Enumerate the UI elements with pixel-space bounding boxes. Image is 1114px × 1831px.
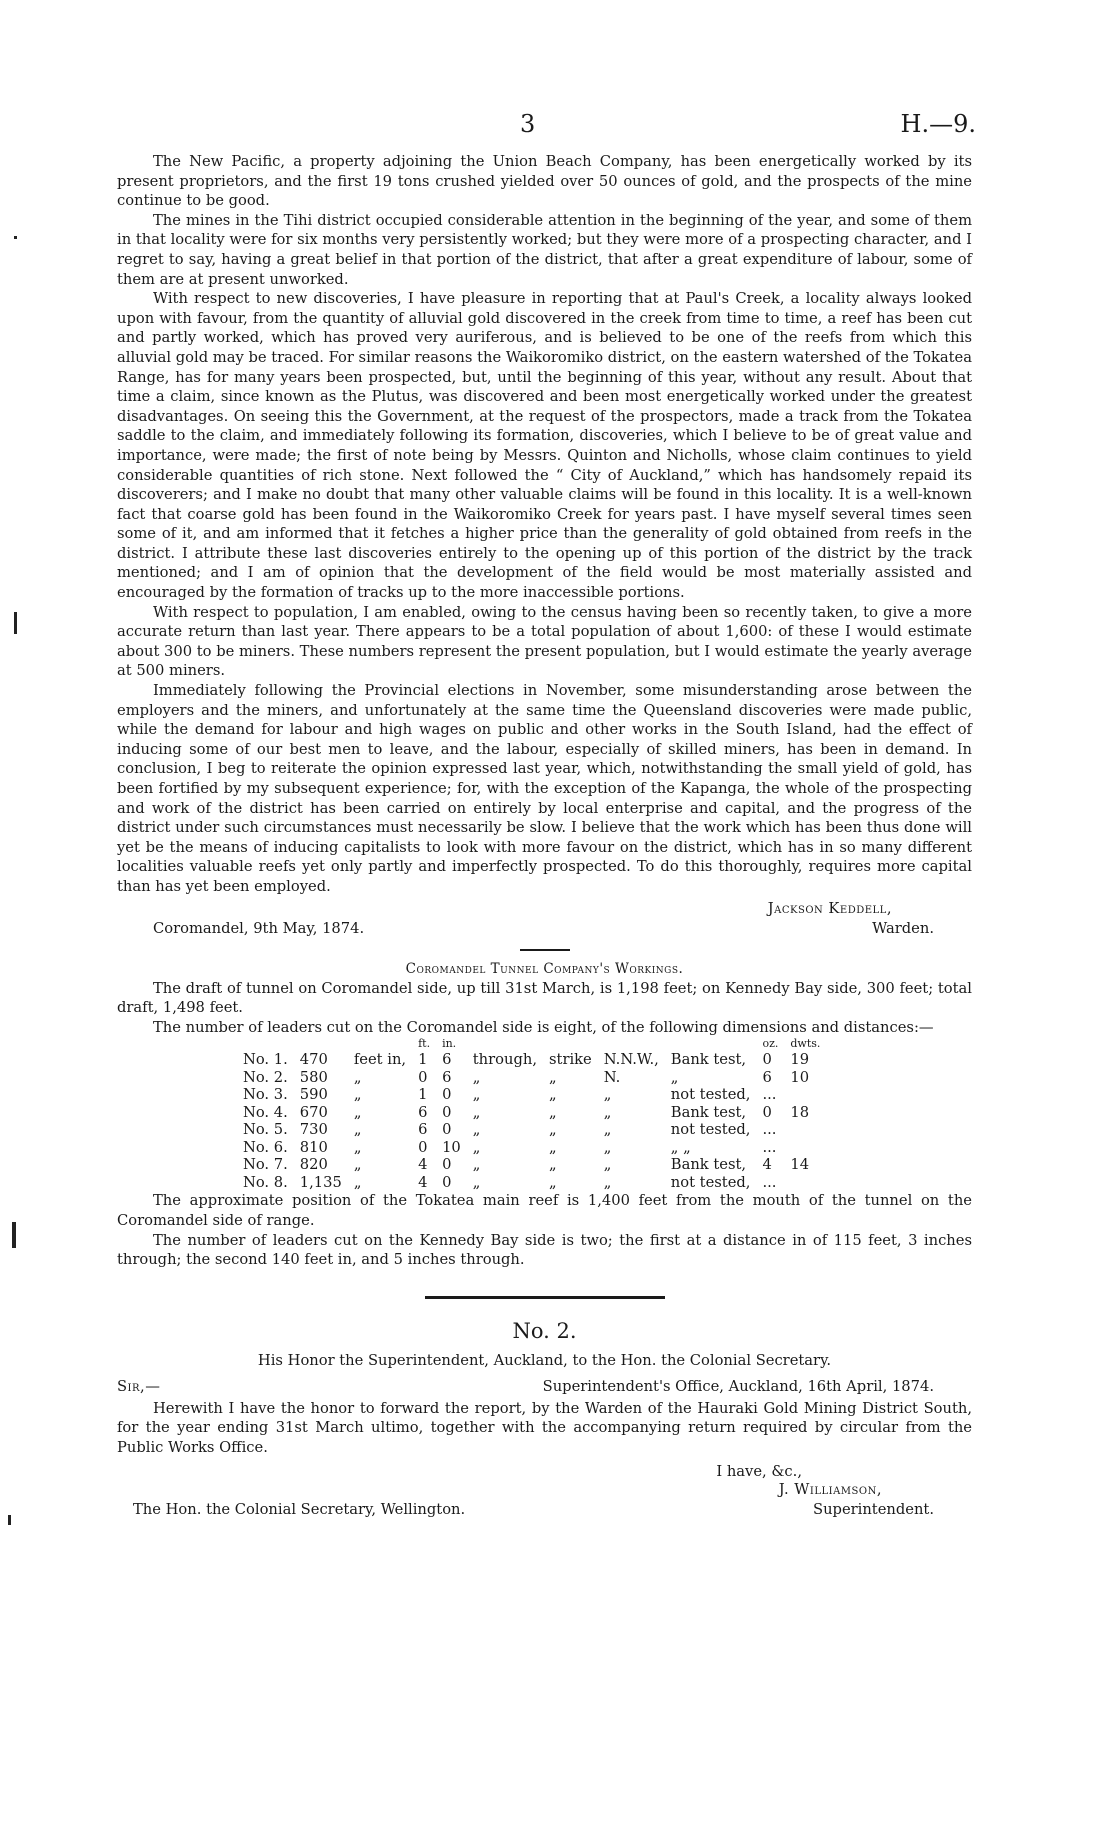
cell-unit: feet in, — [353, 1051, 407, 1069]
cell-dwts — [784, 1174, 826, 1192]
cell-no: No. 2. — [243, 1068, 288, 1086]
table-row — [237, 1174, 826, 1192]
cell-dist: 580 — [299, 1068, 328, 1086]
table-row — [237, 1086, 826, 1104]
cell-no: No. 8. — [243, 1173, 288, 1191]
report-paragraph: With respect to population, I am enabled, owing to the census having been so recently taken, to give a more accurate return than last year. There appears to be a total population of about 1,600: of these I would estimate about 300 to be miners. These numbers represent the present population, but I would estimate the yearly average at 500 miners. — [117, 603, 972, 680]
cell-dist: 470 — [299, 1051, 328, 1069]
cell-test: Bank test, — [670, 1103, 747, 1121]
cell-no: No. 4. — [243, 1103, 288, 1121]
cell-ft: 0 — [418, 1068, 428, 1086]
signer-title: Warden. — [872, 919, 934, 937]
cell-dir: „ — [603, 1138, 612, 1156]
cell-dwts — [784, 1139, 826, 1157]
cell-in: 6 — [442, 1068, 452, 1086]
cell-test: Bank test, — [670, 1156, 747, 1174]
cell-in: 0 — [442, 1121, 452, 1139]
cell-test: not tested, — [670, 1121, 751, 1139]
cell-no: No. 1. — [243, 1051, 288, 1069]
cell-unit: „ — [353, 1156, 362, 1174]
report-paragraph: With respect to new discoveries, I have pleasure in reporting that at Paul's Creek, a locality always looked upon with favour, from the quantity of alluvial gold discovered in the creek from time to time, a reef has been cut and partly worked, which has proved very auriferous, and is believed to be one of the reefs from which this alluvial gold may be traced. For similar reasons the Waikoromiko district, on the eastern watershed of the Tokatea Range, has for many years been prospected, but, until the beginning of this year, without any result. About that time a claim, since known as the Plutus, was discovered and been most energetically worked under the greatest disadvantages. On seeing this the Government, at the request of the prospectors, made a track from the Tokatea saddle to the claim, and immediately following its formation, discoveries, which I believe to be of great value and importance, were made; the first of note being by Messrs. Quinton and Nicholls, whose claim continues to yield considerable quantities of rich stone. Next followed the “ City of Auckland,” which has handsomely repaid its discoverers; and I make no doubt that many other valuable claims will be found in this locality. It is a well-known fact that coarse gold has been found in the Waikoromiko Creek for years past. I have myself several times seen some of it, and am informed that it fetches a higher price than the generality of gold obtained from reefs in the district. I attribute these last discoveries entirely to the opening up of this portion of the district by the track mentioned; and I am of opinion that the development of the field would be most materially assisted and encouraged by the formation of tracks up to the more inaccessible portions. — [117, 290, 972, 602]
cell-oz: ... — [762, 1086, 777, 1104]
letter-salutation: Sir,— — [117, 1377, 161, 1395]
cell-through: „ — [472, 1173, 481, 1191]
cell-strike: „ — [549, 1156, 557, 1174]
cell-strike: „ — [549, 1121, 557, 1139]
cell-no: No. 3. — [243, 1086, 288, 1104]
cell-in: 0 — [442, 1156, 452, 1174]
cell-strike: „ — [549, 1138, 557, 1156]
page-number: 3 — [520, 110, 536, 138]
letter-body: Herewith I have the honor to forward the report, by the Warden of the Hauraki Gold Mining District South, for the year ending 31st March ultimo, together with the accompanying return required by circular from the Public Works Office. — [117, 1399, 972, 1456]
cell-dir: N.N.W., — [603, 1051, 659, 1069]
cell-test: not tested, — [670, 1086, 751, 1104]
cell-strike: „ — [549, 1068, 557, 1086]
col-head-oz: oz. — [762, 1037, 779, 1051]
table-row — [237, 1121, 826, 1139]
tunnel-leaders-intro: The number of leaders cut on the Coromandel side is eight, of the following dimensions and distances:— — [153, 1018, 934, 1036]
cell-oz: 0 — [762, 1051, 772, 1069]
table-row — [237, 1156, 826, 1174]
letter-number: No. 2. — [512, 1318, 577, 1343]
table-row — [237, 1051, 826, 1069]
cell-through: „ — [472, 1103, 481, 1121]
cell-unit: „ — [353, 1068, 362, 1086]
cell-strike: „ — [549, 1173, 557, 1191]
table-header-row — [237, 1037, 826, 1051]
cell-dwts: 19 — [790, 1051, 810, 1069]
tunnel-kennedy-bay: The number of leaders cut on the Kennedy Bay side is two; the first at a distance in of 115 feet, 3 inches through; the second 140 feet in, and 5 inches through. — [117, 1231, 972, 1269]
cell-dwts: 18 — [790, 1103, 810, 1121]
page-header — [0, 110, 1114, 140]
margin-mark — [14, 236, 17, 239]
cell-in: 10 — [442, 1138, 461, 1156]
place-date: Coromandel, 9th May, 1874. — [153, 919, 365, 937]
table-row — [237, 1069, 826, 1087]
cell-dwts — [784, 1121, 826, 1139]
cell-no: No. 6. — [243, 1138, 288, 1156]
cell-dwts — [784, 1086, 826, 1104]
cell-ft: 1 — [418, 1086, 428, 1104]
letter-signer: J. Williamson, — [778, 1480, 882, 1498]
cell-through: „ — [472, 1138, 481, 1156]
cell-ft: 4 — [418, 1156, 428, 1174]
letter-signature-block — [117, 1458, 972, 1522]
cell-through: through, — [472, 1051, 537, 1069]
cell-oz: ... — [762, 1173, 777, 1191]
margin-mark — [8, 1515, 11, 1525]
cell-strike: „ — [549, 1103, 557, 1121]
cell-test: Bank test, — [670, 1051, 747, 1069]
cell-dir: „ — [603, 1156, 612, 1174]
tunnel-reef-position: The approximate position of the Tokatea main reef is 1,400 feet from the mouth of the tunnel on the Coromandel side of range. — [117, 1192, 972, 1229]
cell-oz: 4 — [762, 1156, 772, 1174]
cell-through: „ — [472, 1068, 481, 1086]
letter-address: Superintendent's Office, Auckland, 16th April, 1874. — [542, 1377, 934, 1395]
cell-through: „ — [472, 1156, 481, 1174]
cell-unit: „ — [353, 1173, 362, 1191]
table-row — [237, 1139, 826, 1157]
cell-test: „ — [670, 1068, 679, 1086]
letter-signer-title: Superintendent. — [813, 1500, 934, 1518]
cell-dir: „ — [603, 1086, 612, 1104]
col-head-in: in. — [442, 1037, 457, 1051]
cell-through: „ — [472, 1121, 481, 1139]
cell-dir: „ — [603, 1121, 612, 1139]
tunnel-heading: Coromandel Tunnel Company's Workings. — [405, 960, 684, 977]
col-head-ft: ft. — [418, 1037, 431, 1051]
letter-addressee: The Hon. the Colonial Secretary, Wellington. — [133, 1500, 466, 1518]
cell-ft: 1 — [418, 1051, 428, 1069]
cell-through: „ — [472, 1086, 481, 1104]
cell-ft: 4 — [418, 1173, 428, 1191]
warden-report — [117, 152, 972, 1522]
leaders-table — [237, 1037, 826, 1191]
cell-unit: „ — [353, 1103, 362, 1121]
report-paragraph: The New Pacific, a property adjoining the Union Beach Company, has been energetically worked by its present proprietors, and the first 19 tons crushed yielded over 50 ounces of gold, and the prospects of the mine continue to be good. — [117, 153, 972, 210]
cell-oz: 0 — [762, 1103, 772, 1121]
letter-closing: I have, &c., — [716, 1462, 802, 1480]
cell-ft: 0 — [418, 1138, 428, 1156]
letter-heading: His Honor the Superintendent, Auckland, to the Hon. the Colonial Secretary. — [257, 1351, 832, 1369]
cell-dist: 820 — [299, 1156, 328, 1174]
cell-strike: strike — [549, 1051, 592, 1069]
cell-in: 6 — [442, 1051, 452, 1069]
cell-test: not tested, — [670, 1173, 751, 1191]
section-divider — [520, 949, 570, 951]
signer-name: Jackson Keddell, — [767, 899, 892, 917]
cell-oz: 6 — [762, 1068, 772, 1086]
warden-signature-block — [117, 897, 972, 937]
section-divider-long — [425, 1296, 665, 1299]
cell-strike: „ — [549, 1086, 557, 1104]
margin-mark — [14, 612, 17, 634]
cell-dwts: 10 — [790, 1068, 810, 1086]
cell-dir: N. — [603, 1068, 621, 1086]
cell-dist: 730 — [299, 1121, 328, 1139]
table-row — [237, 1104, 826, 1122]
cell-in: 0 — [442, 1086, 452, 1104]
cell-ft: 6 — [418, 1121, 428, 1139]
cell-dir: „ — [603, 1103, 612, 1121]
col-head-dwts: dwts. — [790, 1037, 821, 1051]
cell-unit: „ — [353, 1086, 362, 1104]
cell-dist: 590 — [299, 1086, 328, 1104]
letter-salutation-line — [117, 1377, 972, 1399]
cell-unit: „ — [353, 1121, 362, 1139]
document-reference: H.—9. — [900, 110, 976, 138]
cell-dir: „ — [603, 1173, 612, 1191]
tunnel-intro: The draft of tunnel on Coromandel side, up till 31st March, is 1,198 feet; on Kennedy Bay side, 300 feet; total draft, 1,498 feet. — [117, 979, 972, 1017]
cell-ft: 6 — [418, 1103, 428, 1121]
cell-dwts: 14 — [790, 1156, 810, 1174]
cell-dist: 1,135 — [299, 1173, 342, 1191]
cell-oz: ... — [762, 1121, 777, 1139]
cell-test: „ „ — [670, 1138, 691, 1156]
cell-dist: 670 — [299, 1103, 328, 1121]
margin-mark — [12, 1222, 16, 1248]
cell-no: No. 7. — [243, 1156, 288, 1174]
report-paragraph: Immediately following the Provincial elections in November, some misunderstanding arose between the employers and the miners, and unfortunately at the same time the Queensland discoveries were made public, while the demand for labour and high wages on public and other works in the South Island, had the effect of inducing some of our best men to leave, and the labour, especially of skilled miners, has been in demand. In conclusion, I beg to reiterate the opinion expressed last year, which, notwithstanding the small yield of gold, has been fortified by my subsequent experience; for, with the exception of the Kapanga, the whole of the prospecting and work of the district has been carried on entirely by local enterprise and capital, and the progress of the district under such circumstances must necessarily be slow. I believe that the work which has been thus done will yet be the means of inducing capitalists to look with more favour on the district, which has in so many different localities valuable reefs yet only partly and imperfectly prospected. To do this thoroughly, requires more capital than has yet been employed. — [117, 682, 972, 895]
cell-in: 0 — [442, 1173, 452, 1191]
cell-unit: „ — [353, 1138, 362, 1156]
cell-dist: 810 — [299, 1138, 328, 1156]
cell-no: No. 5. — [243, 1121, 288, 1139]
cell-in: 0 — [442, 1103, 452, 1121]
cell-oz: ... — [762, 1138, 777, 1156]
report-paragraph: The mines in the Tihi district occupied considerable attention in the beginning of the year, and some of them in that locality were for six months very persistently worked; but they were more of a prospecting character, and I regret to say, having a great belief in that portion of the district, that after a great expenditure of labour, some of them are at present unworked. — [117, 211, 972, 288]
